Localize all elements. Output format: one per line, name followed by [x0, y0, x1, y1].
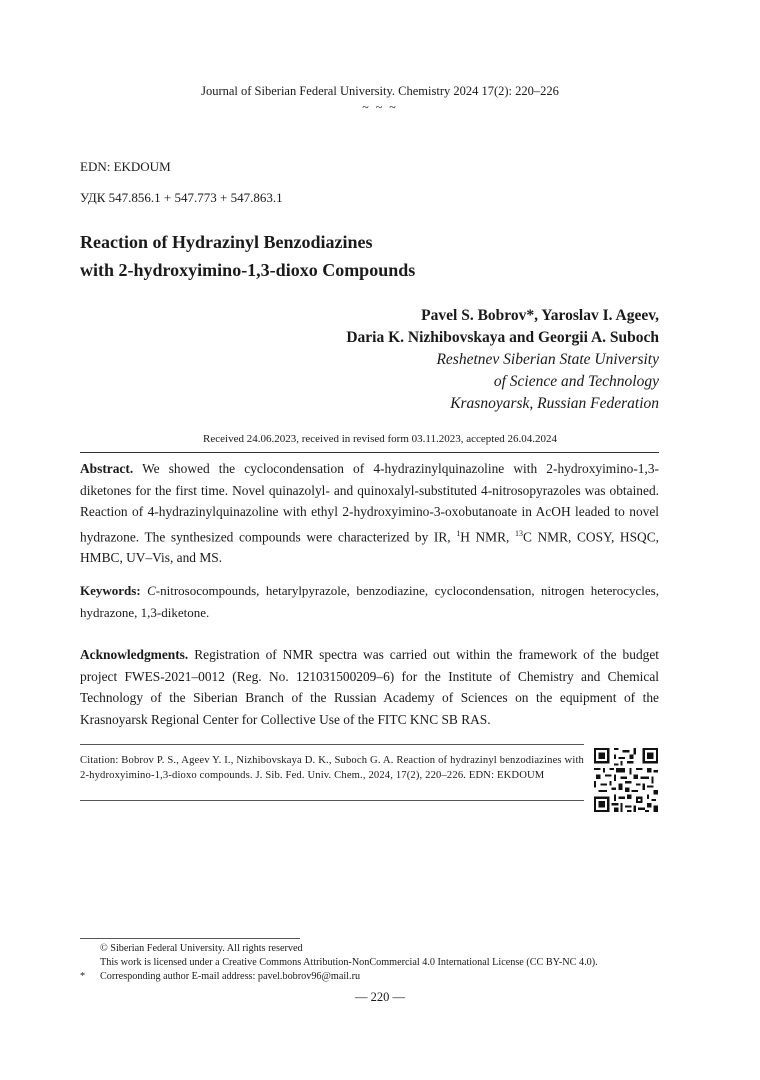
citation-divider-top [80, 744, 584, 745]
affiliation-line-1: Reshetnev Siberian State University [436, 351, 659, 368]
header-separator: ~ ~ ~ [362, 100, 398, 114]
citation-divider-bottom [80, 800, 584, 801]
article-title [80, 228, 415, 284]
abstract [80, 458, 659, 569]
affiliation-line-3: Krasnoyarsk, Russian Federation [450, 395, 659, 412]
acknowledgments-label: Acknowledgments. [80, 647, 189, 662]
keywords [80, 580, 659, 623]
received-dates: Received 24.06.2023, received in revised form 03.11.2023, accepted 26.04.2024 [203, 433, 557, 445]
corresponding-text: Corresponding author E-mail address: pavel.bobrov96@mail.ru [100, 971, 361, 982]
title-line-2: with 2-hydroxyimino-1,3-dioxo Compounds [80, 260, 416, 280]
license-text: This work is licensed under a Creative Commons Attribution-NonCommercial 4.0 International License (CC BY-NC 4.0). [100, 957, 598, 968]
citation: Citation: Bobrov P. S., Ageev Y. I., Nizhibovskaya D. K., Suboch G. A. Reaction of hydrazinyl benzodiazines with 2-hydroxyimino-1,3-dioxo compounds. J. Sib. Fed. Univ. Chem., 2024, 17(2), 220–226. EDN: EKDOUM [80, 755, 584, 781]
copyright-text: © Siberian Federal University. All rights reserved [100, 943, 303, 954]
footnote-license [80, 956, 680, 970]
qr-code-icon [594, 748, 658, 812]
page-number: — 220 — [355, 990, 405, 1004]
affiliation-line-2: of Science and Technology [493, 373, 659, 390]
footnote-star: * [80, 971, 86, 982]
edn-code: EDN: EKDOUM [80, 159, 171, 174]
superscript-1: 1 [456, 528, 461, 538]
journal-header: Journal of Siberian Federal University. Chemistry 2024 17(2): 220–226 [201, 84, 559, 98]
superscript-13: 13 [514, 528, 523, 538]
udk-code: УДК 547.856.1 + 547.773 + 547.863.1 [80, 190, 283, 205]
abstract-text-b: H NMR, [460, 528, 515, 544]
footnote-copyright [80, 942, 680, 956]
footnote-divider [80, 938, 300, 939]
title-line-1: Reaction of Hydrazinyl Benzodiazines [80, 232, 373, 252]
abstract-text: We showed the cyclocondensation of 4-hydrazinylquinazoline with 2-hydroxyimino-1,3-diketones for the first time. Novel quinazolyl- and quinoxalyl-substituted 4-nitrosopyrazoles was obtained. Reaction of 4-hydrazinylquinazoline with ethyl 2-hydroxyimino-3-oxobutanoate in AcOH leaded to novel hydrazone. The synthesized compounds were characterized by IR, [80, 461, 659, 544]
abstract-label: Abstract. [80, 461, 134, 476]
acknowledgments [80, 644, 659, 730]
divider [80, 452, 659, 453]
keywords-italic-c: C [147, 583, 156, 598]
authors [346, 305, 659, 349]
abstract-text-c: C NMR, COSY, HSQC, HMBC, UV–Vis, and MS. [80, 528, 659, 566]
authors-line-1: Pavel S. Bobrov*, Yaroslav I. Ageev, [421, 307, 659, 324]
affiliation [436, 349, 659, 415]
keywords-text: -nitrosocompounds, hetarylpyrazole, benzodiazine, cyclocondensation, nitrogen heterocycles, hydrazone, 1,3-diketone. [80, 583, 659, 620]
authors-line-2: Daria K. Nizhibovskaya and Georgii A. Suboch [346, 329, 659, 346]
keywords-label: Keywords: [80, 583, 141, 598]
footnote-corresponding [80, 970, 680, 984]
acknowledgments-text: Registration of NMR spectra was carried out within the framework of the budget project FWES-2021–0012 (Reg. No. 121031500209–6) for the Institute of Chemistry and Chemical Technology of the Siberian Branch of the Russian Academy of Sciences on the equipment of the Krasnoyarsk Regional Center for Collective Use of the FITC KNC SB RAS. [80, 647, 659, 727]
